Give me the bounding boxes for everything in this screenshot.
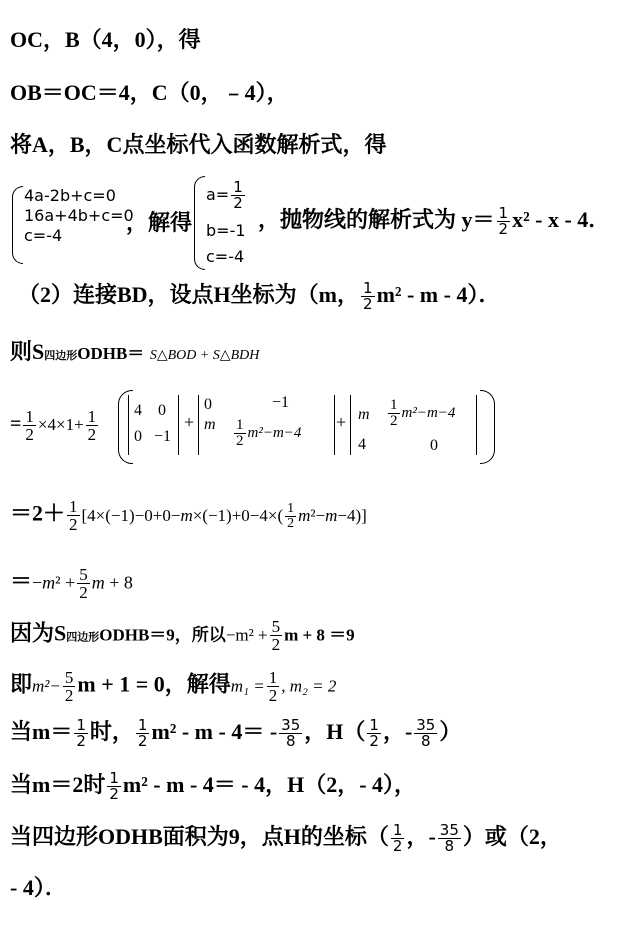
frac-num: 1	[25, 407, 34, 426]
parabola-line	[258, 205, 610, 237]
frac-den: 2	[69, 515, 78, 534]
frac-den: 2	[271, 635, 281, 654]
determinant-equation: = $\frac{1}{2}$ ×4×1+ $\frac{1}{2}$	[10, 407, 97, 444]
det1-bar-left	[128, 395, 129, 455]
final-a: 当四边形ODHB面积为9，点H的坐标（	[10, 824, 389, 849]
det3-bar-left	[350, 395, 351, 455]
eq9-c: m + 8 ＝9	[284, 625, 355, 645]
quad-small-text: 四边形	[44, 350, 78, 362]
sys2-eq-b: b=-1	[206, 221, 246, 240]
frac-num: 1	[137, 716, 148, 735]
det3-bar-right	[476, 395, 477, 455]
frac-den: 2	[87, 425, 97, 444]
frac-den: 8	[285, 732, 296, 751]
quadratic-line	[10, 669, 336, 704]
parabola-suffix: x² - x - 4．	[512, 207, 611, 232]
frac-num: 1	[87, 407, 97, 426]
case1-d: ，H（	[304, 719, 366, 744]
det3-entry: $\frac{1}{2}$ m²−m−4	[390, 397, 456, 429]
ji-e: , m₂ = 2	[281, 676, 337, 696]
left-brace-2	[194, 176, 205, 270]
frac-num: 5	[64, 668, 74, 687]
frac-den: 2	[268, 686, 278, 705]
eq9-text: ODHB＝9，所以	[99, 625, 226, 645]
part2-line	[18, 280, 500, 312]
det2-matrix: 0 m	[204, 396, 216, 433]
case-1-line	[10, 717, 461, 749]
part2-prefix: （2）连接BD，设点H坐标为（m，	[18, 282, 360, 307]
det1-matrix: 4 0 0 −1	[134, 402, 172, 445]
sys1-eq-2: 16a+4b+c=0	[24, 206, 134, 225]
eq9-b: −m² +	[225, 625, 268, 645]
frac-den: 8	[444, 837, 455, 856]
det1-bar-right	[178, 395, 179, 455]
det3-matrix: m 4	[358, 406, 370, 453]
case2-a: 当m＝2时	[10, 772, 106, 797]
frac-den: 2	[109, 785, 119, 804]
condition-line	[10, 618, 355, 653]
frac-den: 2	[363, 295, 373, 314]
frac-den: 2	[79, 583, 88, 602]
simplify-line-1: ＝2＋ $\frac{1}{2}$ [4×(−1)−0+0−m×(−1)+0−4×( $\frac{1}{2}$ m²−m−4)]	[10, 497, 367, 534]
conclusion-line	[10, 822, 562, 854]
yinwei-text: 因为S	[10, 620, 67, 646]
eq2-prefix: ＝2＋	[10, 500, 66, 526]
frac-num: 5	[271, 617, 281, 636]
frac-num: 1	[369, 716, 379, 735]
parabola-prefix: ，抛物线的解析式为 y＝	[258, 207, 495, 232]
det2-bar-right	[334, 395, 335, 455]
right-paren	[480, 390, 495, 464]
sys2-a-label: a=	[206, 185, 230, 204]
frac-num: 1	[69, 497, 78, 516]
odhb-text: ODHB＝	[77, 344, 145, 363]
frac-num: 1	[76, 716, 86, 735]
frac-num: 35	[281, 716, 301, 735]
text-line-1: OC，B（4，0），得	[10, 27, 201, 52]
frac-den: 2	[233, 193, 243, 212]
conclusion-line-2: - 4）．	[10, 875, 67, 900]
frac-den: 2	[236, 433, 244, 449]
frac-den: 2	[392, 837, 403, 856]
case1-f: ）	[439, 719, 462, 744]
ji-text: 即	[10, 671, 33, 697]
frac-num: 1	[392, 821, 403, 840]
case-2-line	[10, 770, 416, 802]
frac-num: 5	[79, 565, 88, 584]
det2-bar-left	[198, 395, 199, 455]
frac-den: 8	[421, 732, 431, 751]
frac-den: 2	[390, 413, 398, 429]
case1-e: ，-	[382, 719, 413, 744]
case1-c: m² - m - 4＝ -	[151, 719, 278, 744]
frac-den: 2	[137, 732, 148, 751]
left-brace-1	[12, 186, 23, 264]
case2-b: m² - m - 4＝ - 4，H（2，- 4），	[122, 772, 417, 797]
part2-suffix: m² - m - 4）．	[376, 282, 501, 307]
area-prefix: 则S	[10, 339, 45, 364]
jiede-text: ，解得	[126, 210, 193, 235]
sys1-eq-3: c=-4	[24, 226, 63, 245]
ji-d: m₁ =	[230, 676, 265, 696]
frac-num: 1	[268, 668, 278, 687]
frac-num: 1	[390, 397, 398, 413]
sys2-eq-c: c=-4	[206, 247, 245, 266]
frac-den: 2	[76, 732, 86, 751]
frac-num: 35	[416, 716, 436, 735]
left-paren	[118, 390, 133, 464]
frac-den: 2	[25, 425, 34, 444]
frac-num: 1	[233, 177, 243, 196]
area-rhs: S△BOD + S△BDH	[149, 348, 260, 363]
ji-c: m + 1 = 0，解得	[77, 671, 231, 697]
final-c: ）或（2，	[462, 824, 562, 849]
frac-num: 35	[439, 821, 459, 840]
frac-den: 2	[369, 732, 379, 751]
case1-b: 时，	[89, 719, 134, 744]
ji-b: m²−	[32, 676, 61, 696]
text-line-2: OB＝OC＝4，C（0，﹣4），	[10, 80, 289, 105]
simplify-line-2: ＝−m² + $\frac{5}{2}$ m + 8	[10, 565, 133, 602]
case1-a: 当m＝	[10, 719, 73, 744]
frac-den: 2	[498, 220, 509, 239]
frac-den: 2	[64, 686, 74, 705]
quad-small-text: 四边形	[66, 631, 100, 644]
frac-num: 1	[498, 204, 509, 223]
frac-num: 1	[236, 417, 244, 433]
area-definition-line	[10, 337, 259, 371]
frac-num: 1	[109, 769, 119, 788]
equation-system-2	[206, 176, 247, 268]
frac-num: 1	[363, 279, 373, 298]
det2-entry: $\frac{1}{2}$ m²−m−4	[236, 417, 302, 449]
equation-system-1	[24, 186, 134, 246]
sys1-eq-1: 4a-2b+c=0	[24, 186, 116, 205]
final-b: ，-	[406, 824, 436, 849]
text-line-3: 将A，B，C点坐标代入函数解析式，得	[10, 132, 387, 157]
